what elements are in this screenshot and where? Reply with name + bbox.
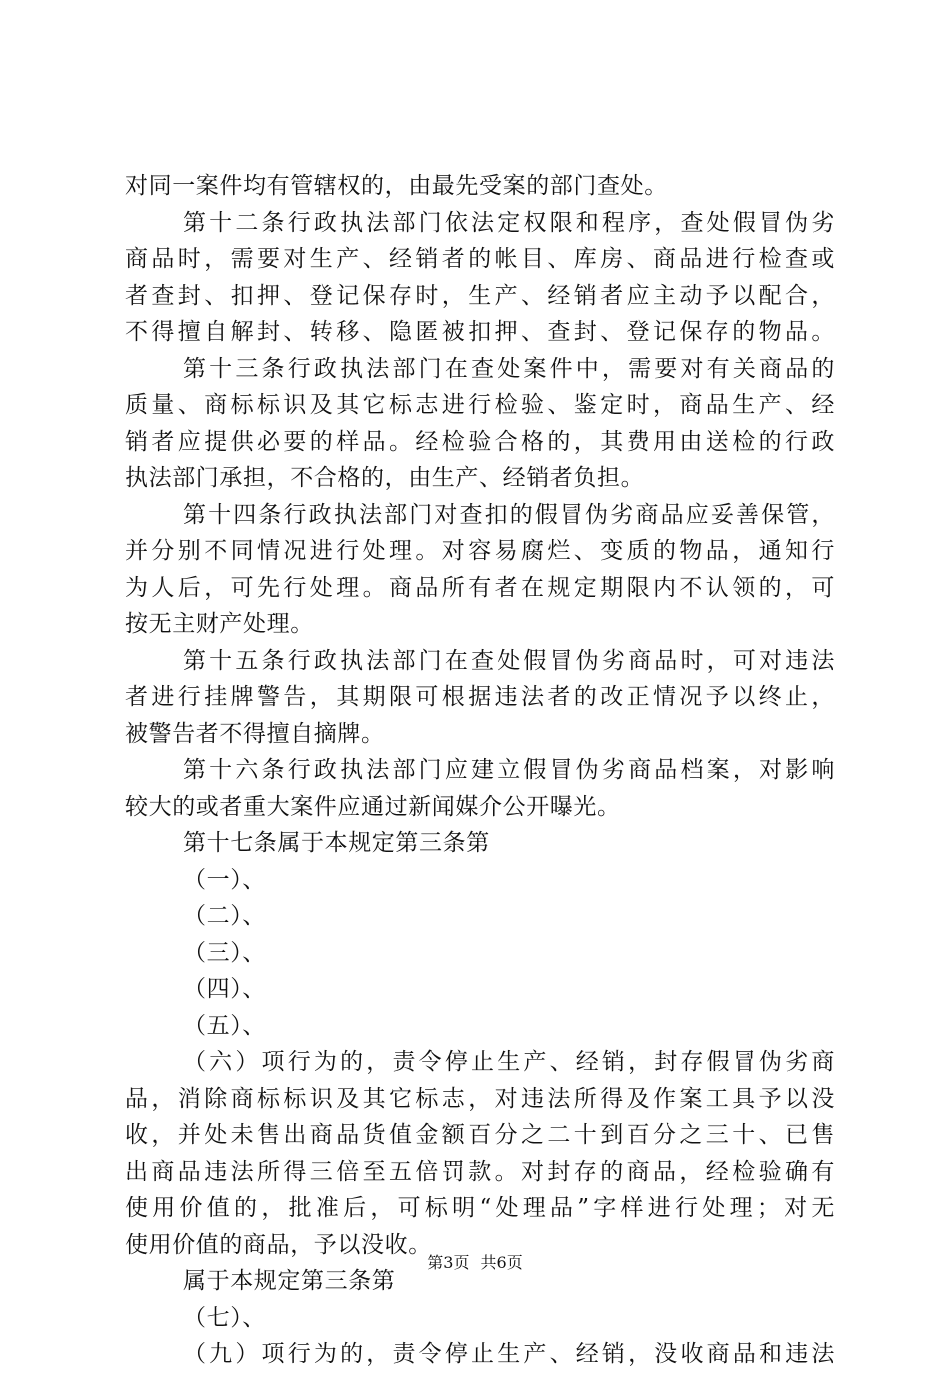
text-line: 按无主财产处理。 — [125, 611, 314, 637]
text-line: 使用价值的商品，予以没收。 — [125, 1231, 432, 1258]
text-line: 不得擅自解封、转移、隐匿被扣押、查封、登记保存的物品。 — [125, 319, 835, 345]
text-line: 者查封、扣押、登记保存时，生产、经销者应主动予以配合， — [125, 282, 835, 309]
text-line: 为人后，可先行处理。商品所有者在规定期限内不认领的，可 — [125, 574, 835, 601]
text-line: （二）、 — [183, 903, 266, 929]
text-line: 收，并处未售出商品货值金额百分之二十到百分之三十、已售 — [125, 1122, 835, 1148]
text-line: 质量、商标标识及其它标志进行检验、鉴定时，商品生产、经 — [125, 392, 835, 418]
text-line: （三）、 — [183, 939, 266, 966]
text-line: （四）、 — [183, 976, 266, 1002]
text-line: 出商品违法所得三倍至五倍罚款。对封存的商品，经检验确有 — [125, 1158, 835, 1185]
text-line: 第十四条行政执法部门对查扣的假冒伪劣商品应妥善保管， — [183, 501, 835, 528]
text-line: （六）项行为的，责令停止生产、经销，封存假冒伪劣商 — [183, 1049, 835, 1075]
text-line: （九）项行为的，责令停止生产、经销，没收商品和违法 — [183, 1341, 835, 1367]
text-line: （五）、 — [183, 1012, 266, 1039]
document-body — [125, 168, 835, 1373]
text-line: （七）、 — [183, 1304, 266, 1331]
text-line: 被警告者不得擅自摘牌。 — [125, 720, 385, 747]
text-line: 执法部门承担，不合格的，由生产、经销者负担。 — [125, 465, 645, 491]
text-line: 品，消除商标标识及其它标志，对违法所得及作案工具予以没 — [125, 1085, 835, 1112]
text-line: 对同一案件均有管辖权的，由最先受案的部门查处。 — [125, 173, 668, 199]
text-line: 使用价值的，批准后，可标明“处理品”字样进行处理；对无 — [125, 1195, 835, 1221]
text-line: 属于本规定第三条第 — [183, 1268, 396, 1294]
text-line: 销者应提供必要的样品。经检验合格的，其费用由送检的行政 — [125, 428, 835, 455]
text-line: 商品时，需要对生产、经销者的帐目、库房、商品进行检查或 — [125, 246, 835, 272]
text-line: （一）、 — [183, 866, 266, 893]
text-line: 并分别不同情况进行处理。对容易腐烂、变质的物品，通知行 — [125, 538, 835, 564]
text-line: 第十三条行政执法部门在查处案件中，需要对有关商品的 — [183, 355, 835, 382]
page-total: 共6页 — [480, 1253, 523, 1272]
text-line: 第十六条行政执法部门应建立假冒伪劣商品档案，对影响 — [183, 757, 835, 783]
text-line: 第十二条行政执法部门依法定权限和程序，查处假冒伪劣 — [183, 209, 835, 236]
text-line: 第十七条属于本规定第三条第 — [183, 830, 490, 856]
page-number: 第3页 — [427, 1253, 470, 1272]
page-footer — [0, 1250, 950, 1273]
text-line: 者进行挂牌警告，其期限可根据违法者的改正情况予以终止， — [125, 684, 835, 710]
text-line: 较大的或者重大案件应通过新闻媒介公开曝光。 — [125, 793, 621, 820]
text-line: 第十五条行政执法部门在查处假冒伪劣商品时，可对违法 — [183, 647, 835, 674]
